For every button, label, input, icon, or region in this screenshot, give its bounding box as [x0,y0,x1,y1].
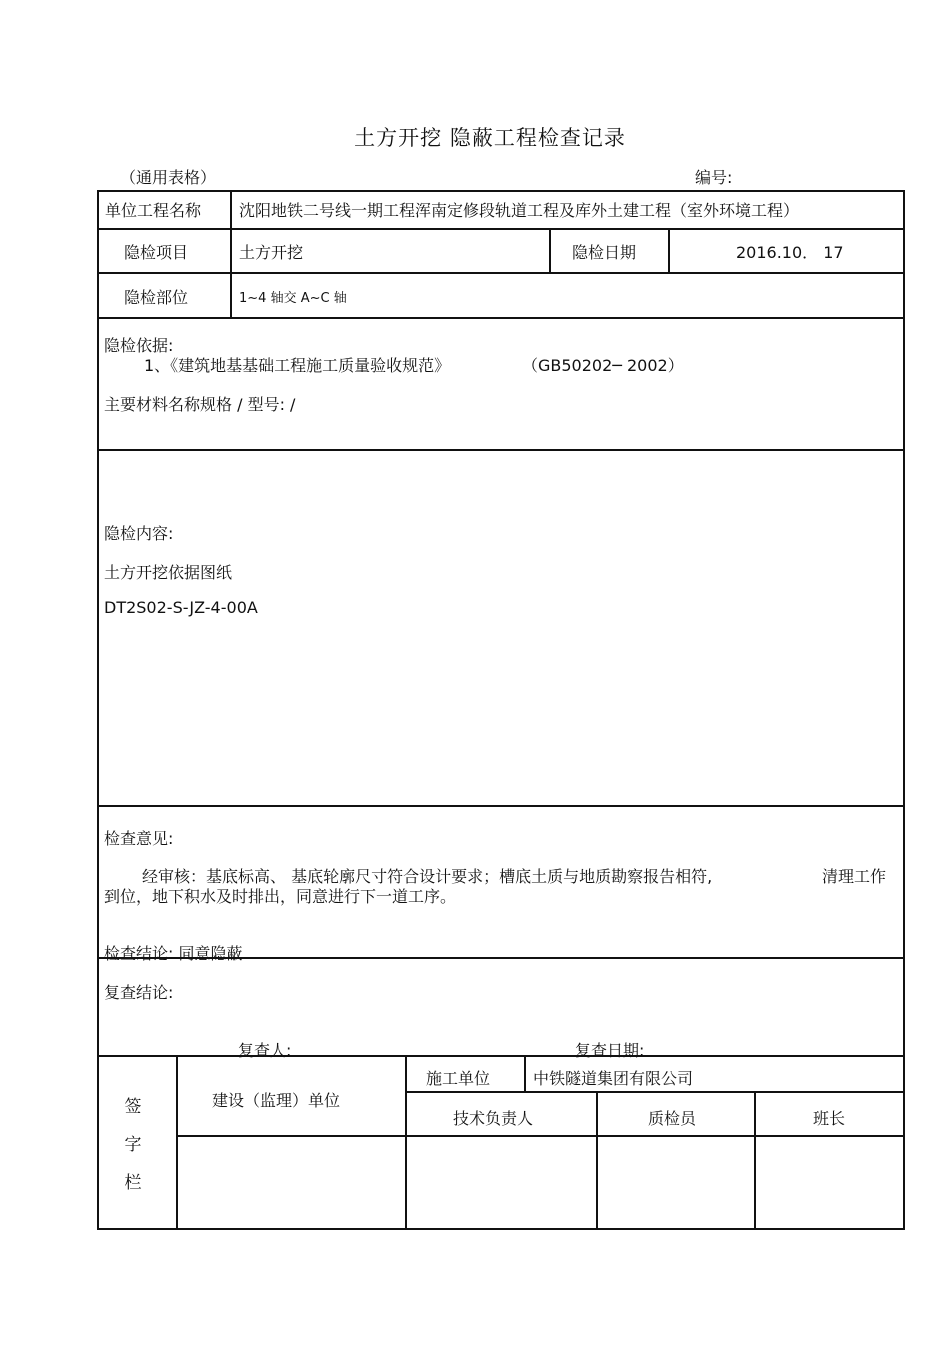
row-divider [97,272,905,274]
team-leader-label: 班长 [813,1109,846,1128]
opinion-text-part1: 经审核：基底标高、 基底轮廓尺寸符合设计要求；槽底土质与地质勘察报告相符, [142,867,713,886]
tech-lead-label: 技术负责人 [453,1109,534,1128]
unit-project-label: 单位工程名称 [105,201,202,220]
opinion-text-part2: 清理工作 [822,867,887,886]
inspection-conclusion: 检查结论: 同意隐蔽 [104,944,243,963]
content-drawing-number: DT2S02-S-JZ-4-00A [104,598,258,617]
record-table [97,190,905,1230]
review-label: 复查结论: [104,983,174,1002]
basis-standard: 1、《建筑地基基础工程施工质量验收规范》 [144,356,451,375]
date-label: 隐检日期 [572,243,637,262]
document-title: 土方开挖 隐蔽工程检查记录 [354,126,626,150]
col-divider [596,1091,598,1230]
signature-column-label [118,1088,148,1202]
content-line-1: 土方开挖依据图纸 [104,563,233,582]
date-value: 2016.10． 17 [736,243,844,262]
location-value: 1~4 轴交 A~C 轴 [239,291,347,306]
reviewer-label: 复查人: [238,1041,292,1060]
col-divider [549,228,551,273]
opinion-text-line2: 到位，地下积水及时排出，同意进行下一道工序。 [104,887,457,906]
location-label: 隐检部位 [124,288,189,307]
row-divider [405,1091,905,1093]
basis-label: 隐检依据: [104,336,174,355]
row-divider [97,228,905,230]
materials-spec: 主要材料名称规格 / 型号: / [104,395,296,414]
row-divider [176,1135,905,1137]
col-divider [524,1055,526,1092]
col-divider [405,1055,407,1230]
construction-unit-value: 中铁隧道集团有限公司 [533,1069,694,1088]
quality-inspector-label: 质检员 [648,1109,697,1128]
form-type-label: （通用表格） [120,168,217,187]
col-divider [176,1055,178,1230]
item-label: 隐检项目 [124,243,189,262]
row-divider [97,317,905,319]
signature-char: 签 [124,1097,142,1117]
number-label: 编号: [695,168,733,187]
basis-standard-code: （GB50202─ 2002） [522,356,684,375]
row-divider [97,1055,905,1057]
signature-char: 字 [124,1135,142,1155]
opinion-label: 检查意见: [104,829,174,848]
row-divider [97,449,905,451]
unit-project-value: 沈阳地铁二号线一期工程浑南定修段轨道工程及库外土建工程（室外环境工程） [239,201,800,220]
construction-unit-label: 施工单位 [426,1069,491,1088]
col-divider [230,190,232,318]
col-divider [668,228,670,273]
col-divider [754,1091,756,1230]
content-label: 隐检内容: [104,524,174,543]
review-date-label: 复查日期: [575,1041,645,1060]
signature-char: 栏 [124,1173,142,1193]
row-divider [97,805,905,807]
supervision-unit-label: 建设（监理）单位 [212,1091,341,1110]
item-value: 土方开挖 [239,243,304,262]
